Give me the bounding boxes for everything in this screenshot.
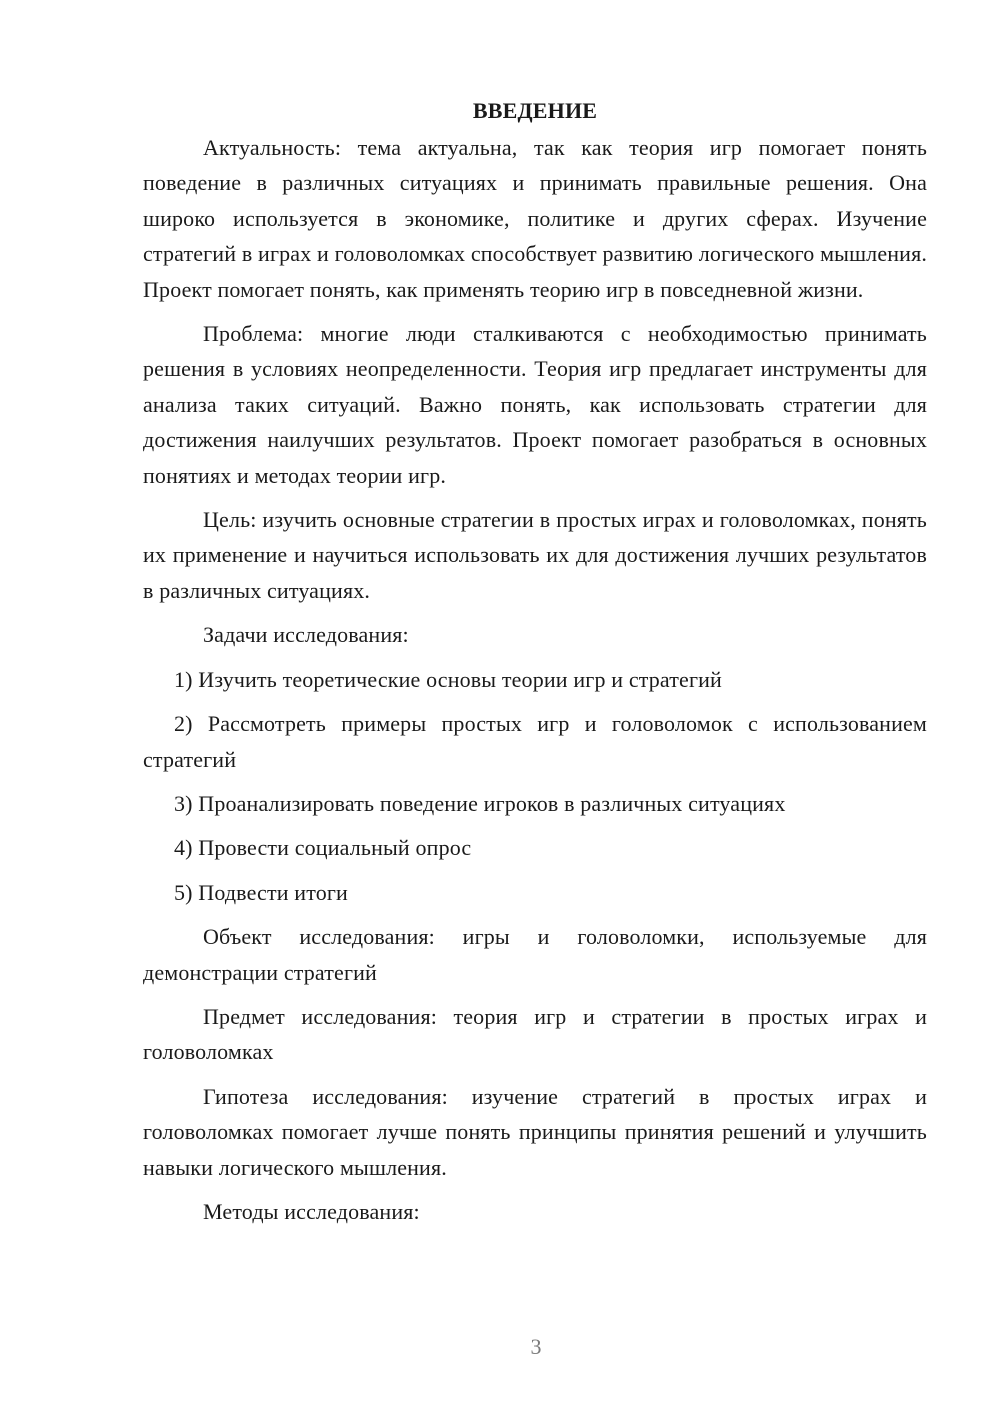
task-item: 4) Провести социальный опрос <box>174 835 472 861</box>
goal-paragraph: Цель: изучить основные стратегии в простых играх и головоломках, понять их применение и научиться использовать их для достижения лучших результатов в различных ситуациях. <box>143 507 927 603</box>
page-title: ВВЕДЕНИЕ <box>472 98 598 123</box>
task-item: 5) Подвести итоги <box>174 879 348 905</box>
research-object-paragraph: Объект исследования: игры и головоломки, используемые для демонстрации стратегий <box>143 924 927 985</box>
page-body <box>143 96 927 1238</box>
methods-heading: Методы исследования: <box>203 1198 420 1224</box>
page-number: 3 <box>530 1334 542 1359</box>
research-subject-paragraph: Предмет исследования: теория игр и стратегии в простых играх и головоломках <box>143 1003 927 1065</box>
hypothesis-paragraph: Гипотеза исследования: изучение стратегий в простых играх и головоломках помогает лучше понять принципы принятия решений и улучшить навыки логического мышления. <box>143 1083 927 1180</box>
problem-paragraph: Проблема: многие люди сталкиваются с необходимостью принимать решения в условиях неопределенности. Теория игр предлагает инструменты для анализа таких ситуаций. Важно понять, как использовать стратегии для достижения наилучших результатов. Проект помогает разобраться в основных понятиях и методах теории игр. <box>143 321 927 488</box>
relevance-paragraph: Актуальность: тема актуальна, так как теория игр помогает понять поведение в различных ситуациях и принимать правильные решения. Она широко используется в экономике, политике и других сферах. Изучение стратегий в играх и головоломках способствует развитию логического мышления. Проект помогает понять, как применять теорию игр в повседневной жизни. <box>143 135 927 302</box>
tasks-heading: Задачи исследования: <box>203 622 409 648</box>
task-item: 1) Изучить теоретические основы теории игр и стратегий <box>174 666 722 692</box>
task-item: 3) Проанализировать поведение игроков в различных ситуациях <box>174 790 786 816</box>
task-item: 2) Рассмотреть примеры простых игр и головоломок с использованием стратегий <box>143 711 927 772</box>
